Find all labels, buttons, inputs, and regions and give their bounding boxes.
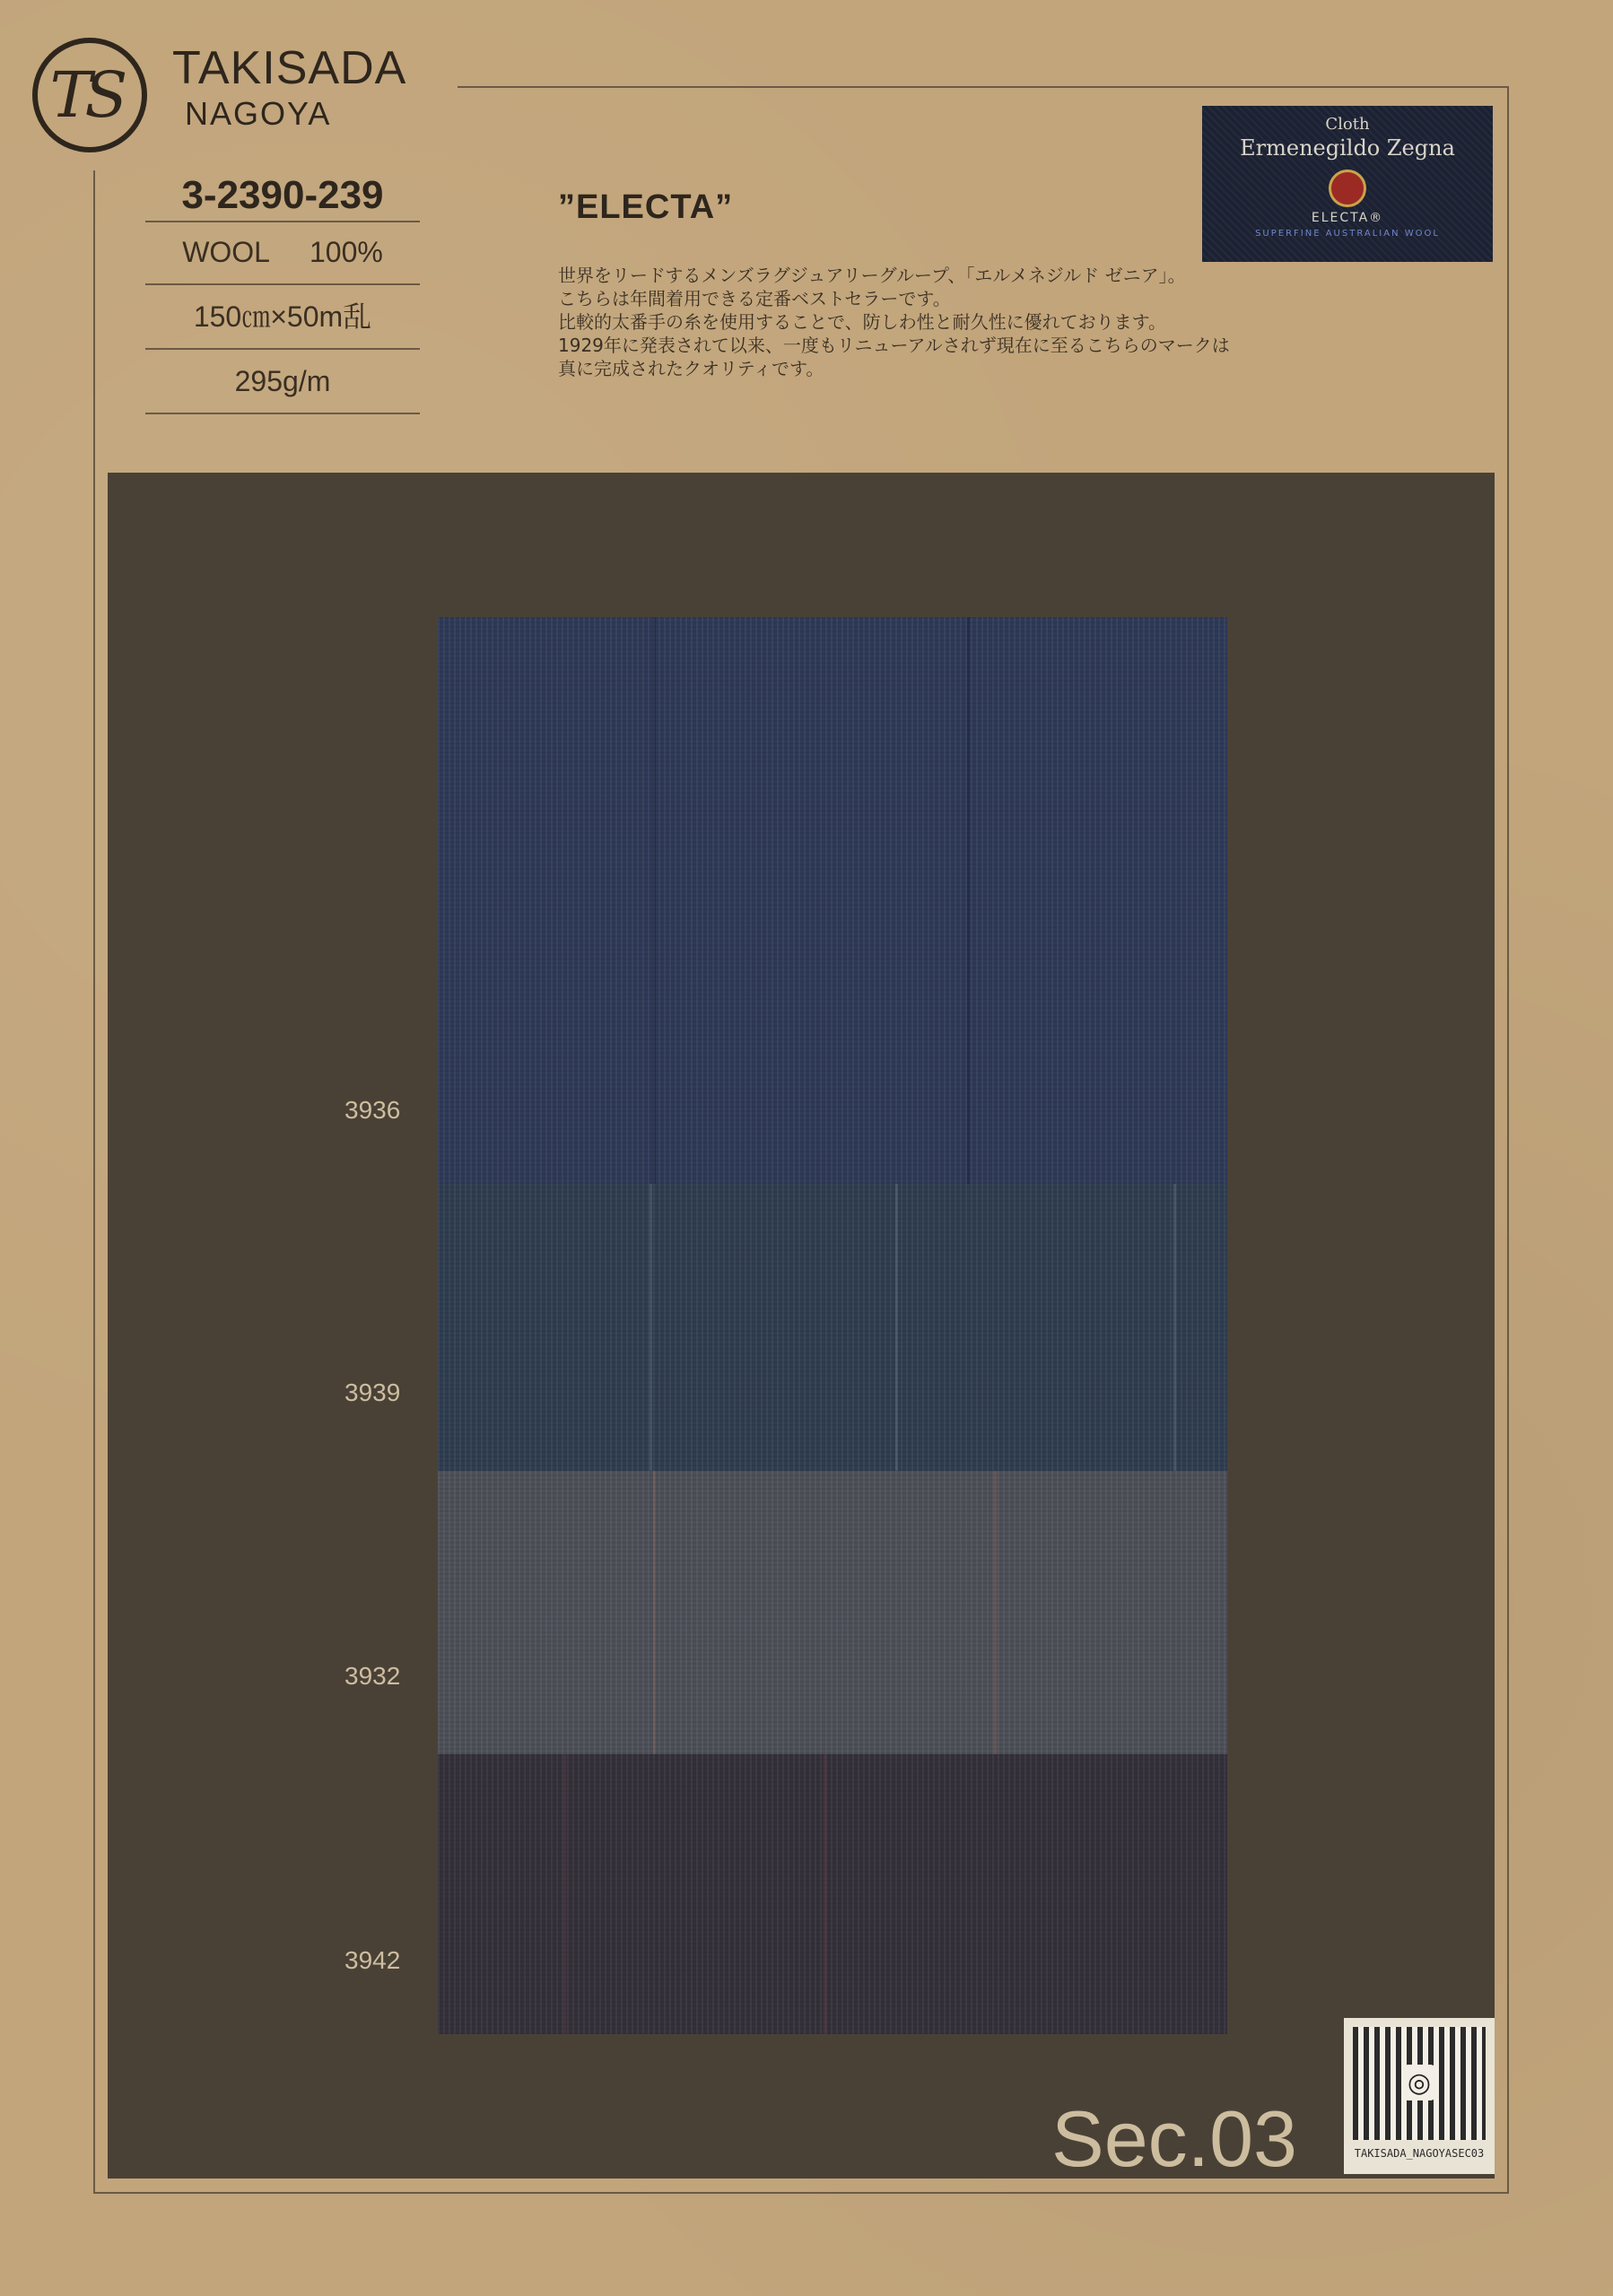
fabric-swatch-3939: [438, 1184, 1227, 1471]
check-stripe: [824, 1754, 826, 2034]
fabric-swatch-3936: [438, 617, 1227, 1184]
check-stripe: [653, 1471, 656, 1754]
product-description: [558, 264, 1240, 380]
frame-right-line: [1507, 86, 1509, 2194]
swatch-code-label: 3942: [344, 1946, 401, 1974]
instagram-icon: ◎: [1401, 2065, 1437, 2100]
section-number: Sec.03: [1051, 2094, 1297, 2183]
swatch-code-label: 3939: [344, 1378, 401, 1406]
description-line: 比較的太番手の糸を使用することで、防しわ性と耐久性に優れております。: [558, 311, 1166, 333]
fabric-swatch-3942: [438, 1754, 1227, 2034]
check-stripe: [994, 1471, 997, 1754]
swatch-code-label: 3932: [344, 1662, 401, 1690]
description-line: 世界をリードするメンズラグジュアリーグループ、「エルメネジルド ゼニア」。: [558, 265, 1186, 286]
qr-grid: [1353, 2027, 1486, 2140]
check-stripe: [895, 1184, 898, 1471]
fabric-size: 150㎝×50m乱: [145, 285, 420, 350]
label-line-text: ELECTA®: [1311, 211, 1384, 225]
composition: [145, 221, 420, 285]
frame-left-line: [93, 170, 95, 2194]
frame-bottom-line: [93, 2192, 1509, 2194]
fabric-weight: 295g/m: [145, 350, 420, 414]
description-line: 1929年に発表されて以来、一度もリニューアルされず現在に至るこちらのマークは: [558, 335, 1230, 356]
crest-icon: [1329, 170, 1366, 207]
check-stripe: [1173, 1184, 1176, 1471]
brand-mark-text: TS: [49, 58, 121, 132]
label-sub-text: SUPERFINE AUSTRALIAN WOOL: [1255, 229, 1440, 239]
brand: [172, 41, 406, 133]
instagram-qr-code[interactable]: [1344, 2018, 1495, 2174]
swatch-code-label: 3936: [344, 1096, 401, 1124]
check-stripe: [650, 1184, 652, 1471]
fabric-swatch-3932: [438, 1471, 1227, 1754]
composition-fiber: WOOL: [182, 236, 270, 268]
product-code: 3-2390-239: [145, 170, 420, 222]
qr-handle: TAKISADA_NAGOYASEC03: [1354, 2147, 1485, 2160]
zegna-label-image: [1202, 106, 1493, 262]
frame-top-line: [458, 86, 1509, 88]
brand-city: NAGOYA: [185, 95, 332, 132]
check-stripe: [653, 617, 656, 1184]
product-title: ”ELECTA”: [558, 188, 734, 226]
label-house-text: Ermenegildo Zegna: [1240, 135, 1455, 161]
check-stripe: [563, 1754, 566, 2034]
brand-name: TAKISADA: [172, 42, 407, 94]
composition-percent: 100%: [309, 236, 383, 268]
description-line: こちらは年間着用できる定番ベストセラーです。: [558, 288, 951, 309]
label-cloth-text: Cloth: [1325, 115, 1370, 134]
check-stripe: [967, 617, 970, 1184]
brand-logo-mark: [32, 38, 147, 152]
description-line: 真に完成されたクオリティです。: [558, 358, 824, 379]
